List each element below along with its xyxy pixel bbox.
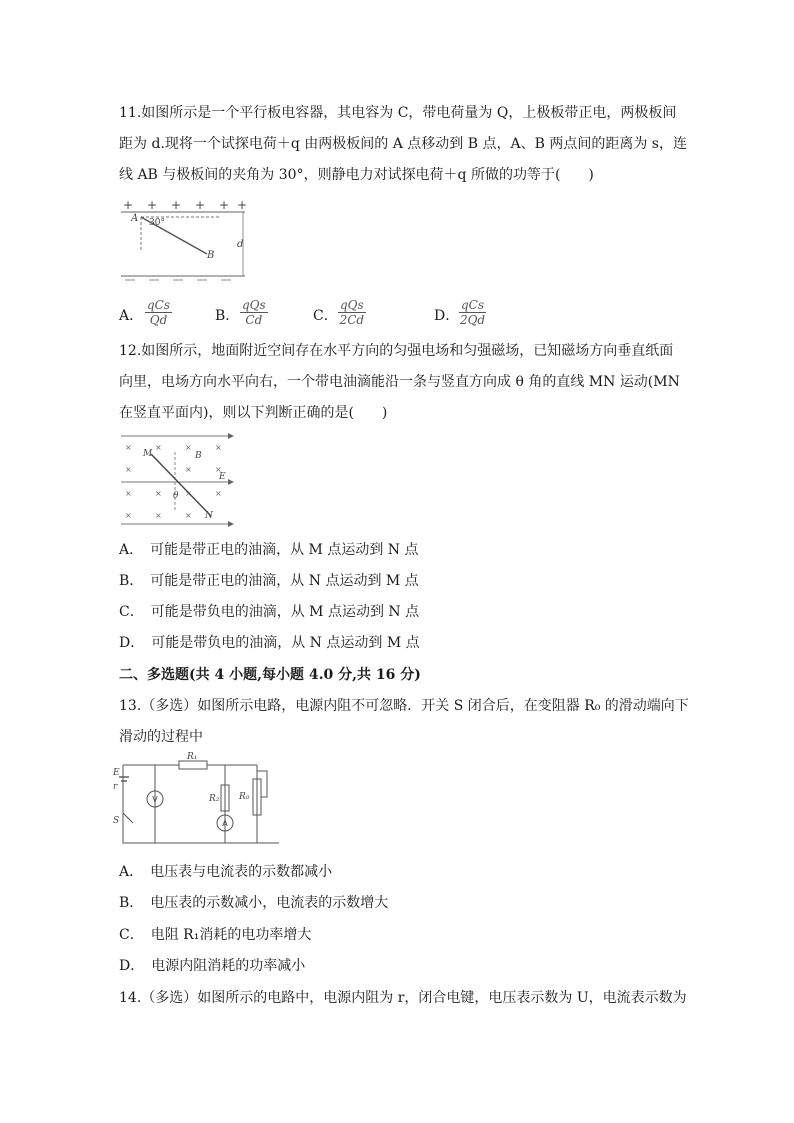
q13-option-a: A． 电压表与电流表的示数都减小 — [119, 864, 333, 880]
q11-text-line-2: 距为 d.现将一个试探电荷＋q 由两极板间的 A 点移动到 B 点，A、B 两点间的距离为 s，连 — [119, 136, 687, 152]
plus-sign: + — [123, 198, 134, 212]
q11-text-line-1: 11.如图所示是一个平行板电容器，其电容为 C，带电荷量为 Q，上极板带正电，两极板间 — [119, 105, 677, 121]
label-e: E — [113, 768, 120, 778]
svg-text:×: × — [185, 465, 192, 474]
q11-option-a-fraction: qCs Qd — [147, 298, 171, 327]
svg-text:×: × — [185, 511, 192, 520]
svg-text:×: × — [215, 465, 222, 474]
label-theta: θ — [173, 491, 179, 501]
q11-capacitor-figure — [119, 198, 259, 282]
q13-option-c: C． 电阻 R₁消耗的电功率增大 — [119, 927, 312, 943]
plus-sign: + — [237, 198, 248, 212]
angle-label: 30° — [149, 218, 165, 228]
ammeter-label: A — [222, 819, 228, 828]
label-r1: R₁ — [187, 752, 198, 762]
label-r: r — [113, 782, 118, 792]
label-e: E — [219, 472, 226, 482]
q13-option-b: B． 电压表的示数减小，电流表的示数增大 — [119, 895, 389, 911]
q13-text-line-1: 13.（多选）如图所示电路，电源内阻不可忽略．开关 S 闭合后，在变阻器 R₀ 的滑动端向下 — [119, 698, 689, 714]
svg-text:×: × — [215, 443, 222, 452]
plus-sign: + — [219, 198, 230, 212]
plus-sign: + — [195, 198, 206, 212]
q13-text-line-2: 滑动的过程中 — [119, 729, 203, 745]
label-r0: R₀ — [239, 792, 250, 802]
svg-text:×: × — [125, 489, 132, 498]
svg-text:×: × — [155, 443, 162, 452]
q12-text-line-2: 向里，电场方向水平向右，一个带电油滴能沿一条与竖直方向成 θ 角的直线 MN 运动(MN — [119, 374, 680, 390]
svg-text:×: × — [125, 511, 132, 520]
q11-option-b-fraction: qQs Cd — [242, 298, 266, 327]
svg-text:×: × — [125, 465, 132, 474]
q11-option-b-label: B． — [215, 308, 240, 324]
q13-option-d: D． 电源内阻消耗的功率减小 — [119, 958, 306, 974]
q12-option-b: B． 可能是带正电的油滴，从 N 点运动到 M 点 — [119, 573, 419, 589]
q11-option-a-label: A． — [119, 308, 144, 324]
svg-text:×: × — [185, 443, 192, 452]
q11-text-line-3: 线 AB 与极板间的夹角为 30°，则静电力对试探电荷＋q 所做的功等于( ) — [119, 167, 594, 183]
svg-text:×: × — [215, 489, 222, 498]
q12-option-d: D． 可能是带负电的油滴，从 N 点运动到 M 点 — [119, 635, 420, 651]
svg-text:×: × — [185, 489, 192, 498]
section-heading: 二、多选题(共 4 小题,每小题 4.0 分,共 16 分) — [119, 667, 421, 683]
q13-circuit-figure — [113, 752, 271, 849]
svg-text:×: × — [155, 489, 162, 498]
svg-text:×: × — [125, 443, 132, 452]
q11-option-c-label: C． — [313, 308, 338, 324]
svg-text:×: × — [155, 511, 162, 520]
point-a-label: A — [131, 213, 139, 224]
plus-sign: + — [171, 198, 182, 212]
label-n: N — [205, 511, 213, 521]
q12-text-line-3: 在竖直平面内)，则以下判断正确的是( ) — [119, 405, 388, 421]
wire-left-bottom — [123, 765, 279, 843]
label-b: B — [195, 451, 202, 461]
voltmeter-label: V — [152, 795, 158, 804]
q12-text-line-1: 12.如图所示，地面附近空间存在水平方向的匀强电场和匀强磁场，已知磁场方向垂直纸面 — [119, 343, 674, 359]
q12-field-figure — [119, 432, 237, 528]
q11-option-d-fraction: qCs 2Qd — [459, 298, 486, 327]
path-mn — [151, 454, 211, 516]
q12-option-a: A． 可能是带正电的油滴，从 M 点运动到 N 点 — [119, 542, 419, 558]
switch-s — [123, 813, 133, 823]
rheostat-slider — [257, 771, 267, 797]
point-b-label: B — [207, 250, 215, 261]
q14-text-line-1: 14.（多选）如图所示的电路中，电源内阻为 r，闭合电键，电压表示数为 U，电流表示数为 — [119, 990, 687, 1006]
label-r2: R₂ — [209, 794, 220, 804]
resistor-r1 — [179, 761, 207, 769]
distance-d-label: d — [237, 239, 244, 250]
label-s: S — [113, 816, 120, 826]
q12-option-c: C． 可能是带负电的油滴，从 M 点运动到 N 点 — [119, 604, 420, 620]
plus-sign: + — [147, 198, 158, 212]
q11-option-c-fraction: qQs 2Cd — [339, 298, 365, 327]
label-m: M — [143, 449, 153, 459]
q11-option-d-label: D． — [434, 308, 460, 324]
